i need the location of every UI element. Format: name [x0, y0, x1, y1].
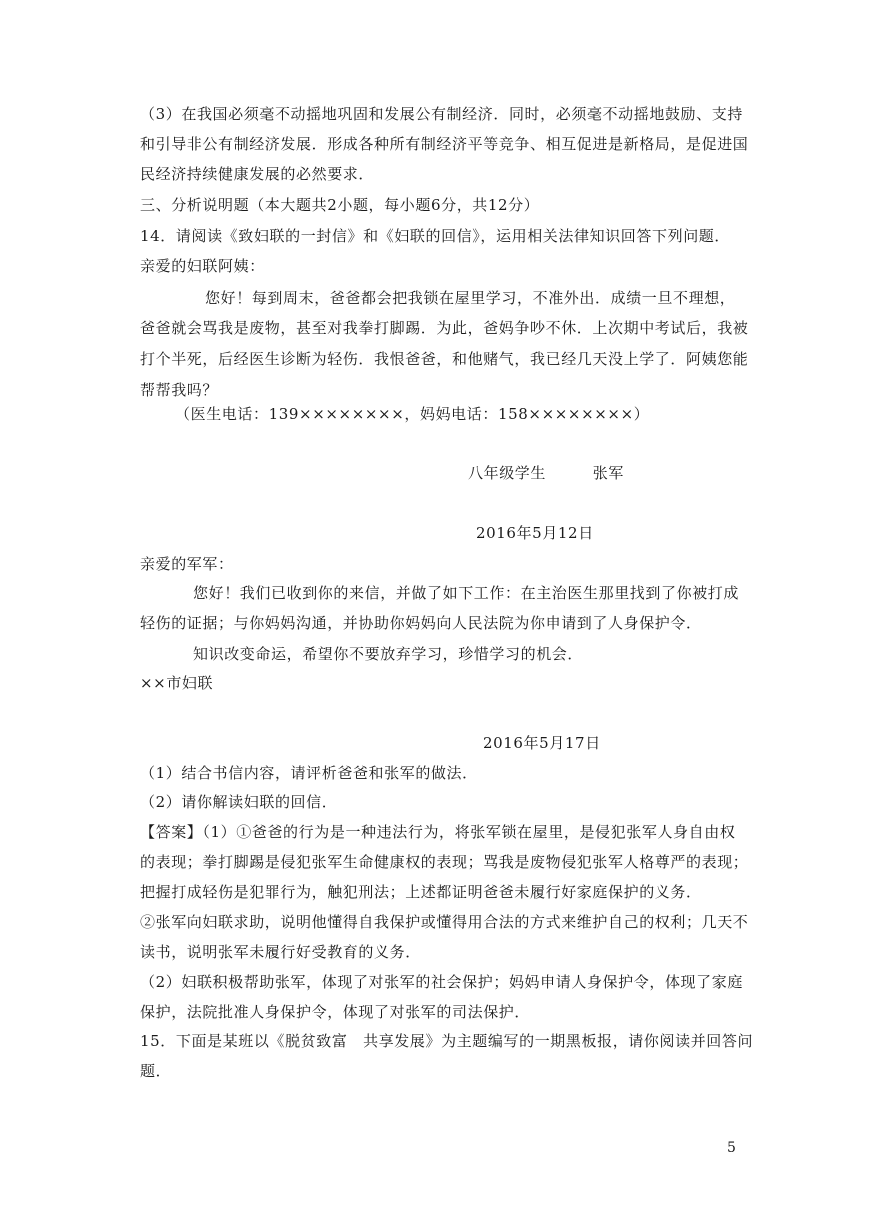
letter-body-line: 爸爸就会骂我是废物，甚至对我拳打脚踢．为此，爸妈争吵不休．上次期中考试后，我被	[140, 319, 749, 337]
reply-signature: ××市妇联	[140, 674, 214, 692]
letter-body-line: 帮帮我吗？	[140, 381, 219, 399]
reply-date: 2016年5月17日	[483, 734, 601, 752]
sub-question: （2）请你解读妇联的回信．	[140, 793, 338, 811]
answer-line: 把握打成轻伤是犯罪行为，触犯刑法；上述都证明爸爸未履行好家庭保护的义务．	[140, 883, 702, 901]
reply-body-line: 知识改变命运，希望你不要放弃学习，珍惜学习的机会．	[193, 645, 584, 663]
reply-body-line: 轻伤的证据；与你妈妈沟通，并协助你妈妈向人民法院为你申请到了人身保护令．	[140, 614, 702, 632]
text-line: 和引导非公有制经济发展．形成各种所有制经济平等竞争、相互促进是新格局，是促进国	[140, 135, 749, 153]
letter-body-line: 打个半死，后经医生诊断为轻伤．我恨爸爸，和他赌气，我已经几天没上学了．阿姨您能	[140, 350, 749, 368]
text-line: （3）在我国必须毫不动摇地巩固和发展公有制经济．同时，必须毫不动摇地鼓励、支持	[140, 105, 743, 123]
answer-line: 的表现；拳打脚踢是侵犯张军生命健康权的表现；骂我是废物侵犯张军人格尊严的表现；	[140, 853, 749, 871]
answer-line: 读书，说明张军未履行好受教育的义务．	[140, 943, 421, 961]
answer-line: （2）妇联积极帮助张军，体现了对张军的社会保护；妈妈申请人身保护令，体现了家庭	[140, 973, 743, 991]
letter-signature: 八年级学生 张军	[468, 464, 625, 482]
letter-date: 2016年5月12日	[476, 524, 594, 542]
reply-salutation: 亲爱的军军：	[140, 555, 234, 573]
question-15: 题．	[140, 1062, 172, 1080]
sub-question: （1）结合书信内容，请评析爸爸和张军的做法．	[140, 764, 478, 782]
question-14: 14．请阅读《致妇联的一封信》和《妇联的回信》，运用相关法律知识回答下列问题．	[140, 227, 730, 245]
reply-body-line: 您好！我们已收到你的来信，并做了如下工作：在主治医生那里找到了你被打成	[193, 584, 740, 602]
question-15: 15．下面是某班以《脱贫致富 共享发展》为主题编写的一期黑板报，请你阅读并回答问	[140, 1032, 754, 1050]
answer-line: 【答案】（1）①爸爸的行为是一种违法行为，将张军锁在屋里，是侵犯张军人身自由权	[140, 823, 736, 841]
letter-body-line: 您好！每到周末，爸爸都会把我锁在屋里学习，不准外出．成绩一旦不理想，	[205, 289, 736, 307]
phone-numbers: （医生电话：139××××××××，妈妈电话：158××××××××）	[175, 405, 650, 423]
answer-line: 保护，法院批准人身保护令，体现了对张军的司法保护．	[140, 1003, 531, 1021]
page-number: 5	[727, 1140, 736, 1156]
section-heading: 三、分析说明题（本大题共2小题，每小题6分，共12分）	[140, 196, 540, 214]
answer-line: ②张军向妇联求助，说明他懂得自我保护或懂得用合法的方式来维护自己的权利；几天不	[140, 913, 749, 931]
letter-salutation: 亲爱的妇联阿姨：	[140, 257, 265, 275]
text-line: 民经济持续健康发展的必然要求．	[140, 165, 375, 183]
